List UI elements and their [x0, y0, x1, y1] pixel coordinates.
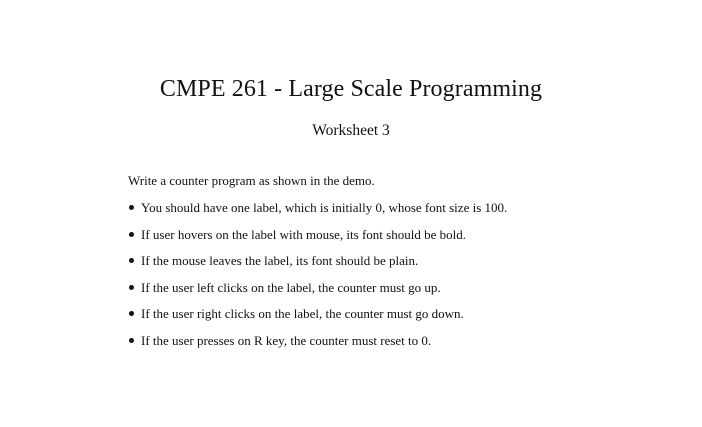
document-title: CMPE 261 - Large Scale Programming — [159, 76, 543, 102]
list-item — [128, 279, 507, 306]
list-item-text: If the user presses on R key, the counter must reset to 0. — [141, 332, 432, 348]
requirements-list — [128, 199, 507, 359]
list-item-text: If the user right clicks on the label, the counter must go down. — [141, 306, 464, 322]
list-item-text: If the mouse leaves the label, its font should be plain. — [141, 253, 419, 269]
list-item — [128, 199, 507, 226]
bullet-icon — [129, 311, 134, 316]
bullet-icon — [129, 258, 134, 263]
list-item — [128, 332, 507, 359]
bullet-icon — [129, 285, 134, 290]
list-item — [128, 305, 507, 332]
bullet-icon — [129, 205, 134, 210]
list-item — [128, 226, 507, 253]
list-item-text: You should have one label, which is initially 0, whose font size is 100. — [141, 200, 508, 215]
list-item — [128, 252, 507, 279]
bullet-icon — [129, 338, 134, 343]
bullet-icon — [129, 232, 134, 237]
worksheet-subtitle: Worksheet 3 — [312, 122, 390, 139]
list-item-text: If the user left clicks on the label, the counter must go up. — [141, 279, 441, 295]
list-item-text: If user hovers on the label with mouse, its font should be bold. — [141, 226, 466, 242]
intro-paragraph: Write a counter program as shown in the demo. — [128, 173, 375, 188]
